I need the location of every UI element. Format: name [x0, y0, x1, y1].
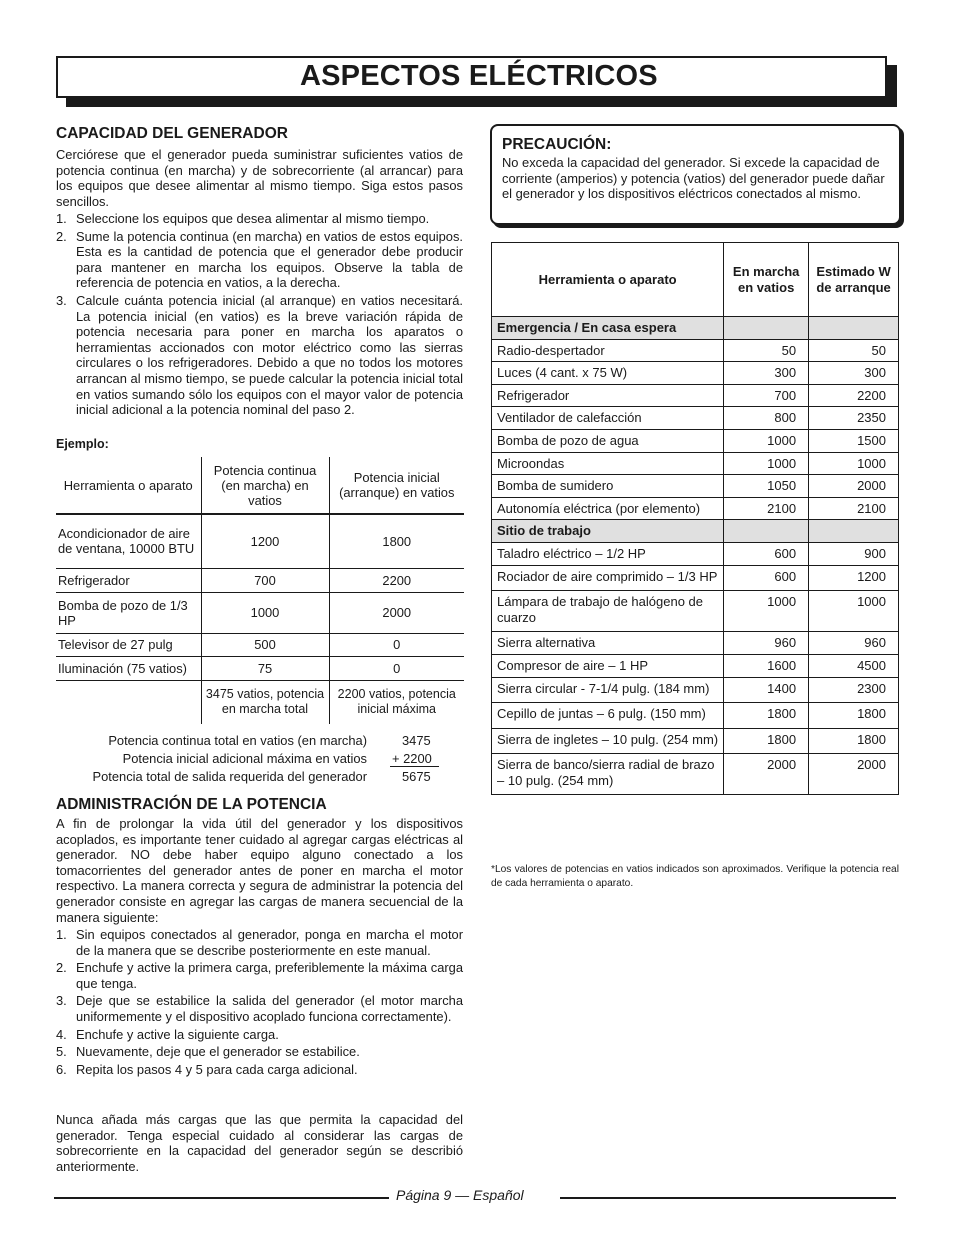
total-value: + 2200	[392, 751, 432, 766]
example-cell: 0	[329, 633, 464, 656]
example-summary-cell: 2200 vatios, potencia inicial máxima	[329, 680, 464, 724]
ref-cell: 2300	[809, 677, 899, 703]
ref-cell: Microondas	[492, 452, 724, 475]
reference-footnote: *Los valores de potencias en vatios indicados son aproximados. Verifique la potencia real de cada herramienta o aparato.	[491, 864, 899, 889]
ref-header-cell: Herramienta o aparato	[492, 243, 724, 317]
ref-cell: Luces (4 cant. x 75 W)	[492, 362, 724, 385]
table-row	[492, 497, 899, 520]
table-row	[492, 407, 899, 430]
ref-cell: Rociador de aire comprimido – 1/3 HP	[492, 565, 724, 591]
ref-cell: Autonomía eléctrica (por elemento)	[492, 497, 724, 520]
wattage-reference-table	[491, 242, 899, 795]
example-summary-cell: 3475 vatios, potencia en marcha total	[201, 680, 329, 724]
list-item: 2. Sume la potencia continua (en marcha) en vatios de estos equipos. Esta es la cantidad de potencia que el generador debe producir para mantener en marcha los equipos. Observe la tabla de referencia de potencia en vatios, a la derecha.	[56, 228, 463, 291]
table-row	[492, 384, 899, 407]
example-cell: Refrigerador	[56, 568, 201, 592]
list-item: 5. Nuevamente, deje que el generador se estabilice.	[56, 1044, 360, 1060]
ref-cell: Ventilador de calefacción	[492, 407, 724, 430]
ref-cell: 300	[724, 362, 809, 385]
list-item: 2. Enchufe y active la primera carga, preferiblemente la máxima carga que tenga.	[56, 960, 463, 991]
table-row	[492, 243, 899, 317]
example-cell: 1200	[201, 514, 329, 568]
list-item: 6. Repita los pasos 4 y 5 para cada carga adicional.	[56, 1061, 358, 1077]
total-label: Potencia continua total en vatios (en marcha)	[108, 733, 367, 748]
ref-cell: 1050	[724, 475, 809, 498]
example-cell: 1000	[201, 592, 329, 633]
table-row	[492, 677, 899, 703]
caution-heading: PRECAUCIÓN:	[502, 136, 612, 153]
table-row	[492, 754, 899, 795]
ref-cell: Sierra de ingletes – 10 pulg. (254 mm)	[492, 728, 724, 754]
ref-header-cell: En marcha en vatios	[724, 243, 809, 317]
example-cell: Acondicionador de aire de ventana, 10000 BTU	[56, 514, 201, 568]
example-header-cell: Potencia continua (en marcha) en vatios	[201, 457, 329, 514]
ref-cell: 1000	[809, 452, 899, 475]
ref-cell: 1000	[724, 591, 809, 632]
ref-cell: Compresor de aire – 1 HP	[492, 654, 724, 677]
ref-cell: 700	[724, 384, 809, 407]
page-footer: Página 9 — Español	[396, 1187, 524, 1203]
ref-cell: 1600	[724, 654, 809, 677]
ref-cell: 960	[809, 632, 899, 655]
management-intro: A fin de prolongar la vida útil del generador y los dispositivos acoplados, es importante tener cuidado al agregar cargas eléctricas al generador. NO debe haber equipo alguno conectado a los tomacorrientes del generador antes de poner en marcha el motor respectivo. La manera correcta y segura de administrar la potencia del generador consiste en agregar las cargas de manera secuencial de la manera siguiente:	[56, 816, 463, 925]
ref-section-title: Sitio de trabajo	[492, 520, 724, 543]
capacity-steps	[56, 211, 463, 418]
total-label: Potencia inicial adicional máxima en vatios	[122, 751, 367, 766]
table-row	[492, 429, 899, 452]
list-item: 3. Calcule cuánta potencia inicial (al arranque) en vatios necesitará. La potencia inicial (en vatios) es la breve variación rápida de potencia necesaria para poner en marcha los aparatos o herramientas accionados con motor eléctrico como las sierras circulares o los refrigeradores. Debido a que no todos los motores arrancan al mismo tiempo, se puede calcular la potencia inicial total en vatios sumando sólo los equipos con el mayor valor de potencia inicial adicional a la potencia nominal del paso 2.	[56, 292, 463, 418]
total-value: 5675	[402, 769, 431, 784]
ref-cell: Sierra de banco/sierra radial de brazo – 10 pulg. (254 mm)	[492, 754, 724, 795]
example-cell: Televisor de 27 pulg	[56, 633, 201, 656]
example-header-cell: Potencia inicial (arranque) en vatios	[329, 457, 464, 514]
ref-cell: 600	[724, 565, 809, 591]
example-cell: Iluminación (75 vatios)	[56, 656, 201, 680]
ref-cell: Refrigerador	[492, 384, 724, 407]
ref-cell: 1800	[809, 703, 899, 729]
example-cell: 0	[329, 656, 464, 680]
ref-cell: 1800	[724, 703, 809, 729]
table-row	[492, 542, 899, 565]
table-row	[56, 457, 464, 514]
table-row	[56, 568, 464, 592]
ref-cell: 1200	[809, 565, 899, 591]
footer-rule-left	[54, 1197, 389, 1199]
ref-cell: Radio-despertador	[492, 339, 724, 362]
example-cell: 75	[201, 656, 329, 680]
example-cell: 2200	[329, 568, 464, 592]
ref-cell: 2100	[809, 497, 899, 520]
ref-cell: 50	[809, 339, 899, 362]
capacity-heading: CAPACIDAD DEL GENERADOR	[56, 125, 288, 142]
ref-cell: 1000	[809, 591, 899, 632]
example-cell: Bomba de pozo de 1/3 HP	[56, 592, 201, 633]
ref-cell: 600	[724, 542, 809, 565]
example-summary-cell	[56, 680, 201, 724]
total-label: Potencia total de salida requerida del generador	[92, 769, 367, 784]
example-cell: 500	[201, 633, 329, 656]
ref-cell: 1800	[724, 728, 809, 754]
table-row	[492, 591, 899, 632]
list-item: 4. Enchufe y active la siguiente carga.	[56, 1026, 279, 1042]
table-row	[492, 362, 899, 385]
ref-cell: 50	[724, 339, 809, 362]
table-row	[56, 656, 464, 680]
management-steps	[56, 927, 463, 1077]
table-section-row	[492, 317, 899, 340]
footer-rule-right	[560, 1197, 896, 1199]
ref-cell: Bomba de pozo de agua	[492, 429, 724, 452]
example-cell: 1800	[329, 514, 464, 568]
ref-cell: 960	[724, 632, 809, 655]
list-item: 1. Seleccione los equipos que desea alimentar al mismo tiempo.	[56, 211, 430, 226]
sum-rule	[390, 766, 439, 767]
ref-header-cell: Estimado W de arranque	[809, 243, 899, 317]
list-item: 3. Deje que se estabilice la salida del generador (el motor marcha uniformemente y el dispositivo acoplado funciona correctamente).	[56, 993, 463, 1024]
table-row	[492, 654, 899, 677]
ref-cell: 1800	[809, 728, 899, 754]
ref-cell: Taladro eléctrico – 1/2 HP	[492, 542, 724, 565]
ref-cell: 1500	[809, 429, 899, 452]
capacity-intro: Cerciórese que el generador pueda suministrar suficientes vatios de potencia continua (en marcha) y de sobrecorriente (al arrancar) para los equipos que desee alimentar al mismo tiempo. Siga estos pasos sencillos.	[56, 147, 463, 209]
caution-text: No exceda la capacidad del generador. Si excede la capacidad de corriente (amperios) y potencia (vatios) del generador puede dañar el generador y los dispositivos eléctricos conectados al mismo.	[502, 155, 885, 202]
ref-cell: 2100	[724, 497, 809, 520]
management-heading: ADMINISTRACIÓN DE LA POTENCIA	[56, 796, 327, 813]
ref-cell: 2000	[809, 475, 899, 498]
ref-cell: 2200	[809, 384, 899, 407]
ref-cell: 2350	[809, 407, 899, 430]
page-title: ASPECTOS ELÉCTRICOS	[300, 60, 658, 92]
ref-cell: 800	[724, 407, 809, 430]
ref-cell: 1000	[724, 429, 809, 452]
table-row	[492, 475, 899, 498]
table-row	[56, 514, 464, 568]
management-outro: Nunca añada más cargas que las que permita la capacidad del generador. Tenga especial cuidado al considerar las cargas de sobrecorriente en la capacidad del generador según se describió anteriormente.	[56, 1112, 463, 1174]
table-row	[492, 632, 899, 655]
ref-cell: 1000	[724, 452, 809, 475]
ref-cell: 900	[809, 542, 899, 565]
table-row	[56, 680, 464, 724]
table-row	[492, 565, 899, 591]
ref-cell: Lámpara de trabajo de halógeno de cuarzo	[492, 591, 724, 632]
ref-cell: Sierra alternativa	[492, 632, 724, 655]
example-table	[56, 457, 464, 724]
example-cell: 2000	[329, 592, 464, 633]
table-section-row	[492, 520, 899, 543]
table-row	[492, 452, 899, 475]
ref-cell: Cepillo de juntas – 6 pulg. (150 mm)	[492, 703, 724, 729]
example-header-cell: Herramienta o aparato	[56, 457, 201, 514]
table-row	[492, 339, 899, 362]
ref-section-title: Emergencia / En casa espera	[492, 317, 724, 340]
example-label: Ejemplo:	[56, 437, 109, 451]
example-cell: 700	[201, 568, 329, 592]
list-item: 1. Sin equipos conectados al generador, ponga en marcha el motor de la manera que se describe posteriormente en este manual.	[56, 927, 463, 958]
table-row	[56, 633, 464, 656]
ref-cell: 2000	[809, 754, 899, 795]
ref-cell: Bomba de sumidero	[492, 475, 724, 498]
table-row	[492, 728, 899, 754]
ref-cell: 1400	[724, 677, 809, 703]
ref-cell: 2000	[724, 754, 809, 795]
total-value: 3475	[402, 733, 431, 748]
ref-cell: Sierra circular - 7-1/4 pulg. (184 mm)	[492, 677, 724, 703]
ref-cell: 4500	[809, 654, 899, 677]
table-row	[56, 592, 464, 633]
table-row	[492, 703, 899, 729]
ref-cell: 300	[809, 362, 899, 385]
